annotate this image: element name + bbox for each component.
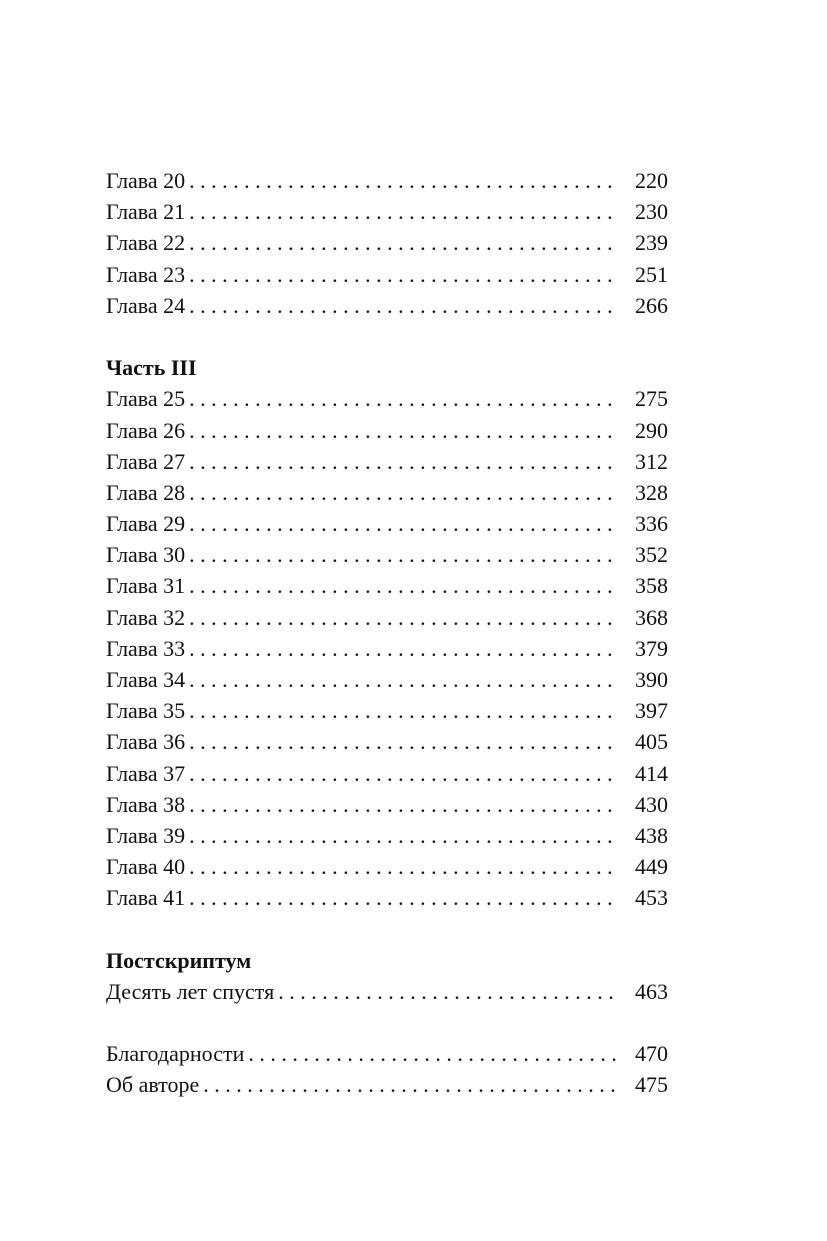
toc-entry[interactable]	[106, 664, 668, 695]
dot-leader	[189, 789, 616, 820]
dot-leader	[189, 758, 616, 789]
toc-entry-page: 358	[635, 573, 668, 599]
toc-entry[interactable]	[106, 976, 668, 1007]
toc-entry-label: Глава 32	[106, 604, 186, 630]
postscript-heading: Постскриптум	[106, 947, 252, 973]
toc-entry[interactable]	[106, 383, 668, 414]
toc-entry-page: 336	[635, 511, 668, 537]
toc-entry-label: Десять лет спустя	[106, 978, 275, 1004]
toc-entry-page: 328	[635, 479, 668, 505]
toc-entry[interactable]	[106, 789, 668, 820]
toc-entry[interactable]	[106, 758, 668, 789]
dot-leader	[189, 851, 616, 882]
toc-entry-page: 390	[635, 667, 668, 692]
toc-entry-label: Глава 30	[106, 542, 186, 568]
section-spacer	[106, 321, 668, 352]
toc-entry[interactable]	[106, 602, 668, 633]
toc-entry-label: Благодарности	[106, 1041, 245, 1067]
dot-leader	[203, 1069, 616, 1100]
toc-entry-page: 475	[635, 1072, 668, 1098]
toc-entry-page: 368	[635, 604, 668, 630]
dot-leader	[248, 1038, 616, 1069]
toc-entry[interactable]	[106, 851, 668, 882]
toc-entry-label: Глава 35	[106, 698, 186, 724]
toc-entry-page: 290	[635, 417, 668, 443]
dot-leader	[189, 259, 616, 290]
toc-entry-page: 397	[635, 698, 668, 724]
toc-entry-label: Глава 38	[106, 791, 186, 817]
toc-entry[interactable]	[106, 446, 668, 477]
toc-entry[interactable]	[106, 508, 668, 539]
dot-leader	[189, 633, 616, 664]
toc-entry[interactable]	[106, 415, 668, 446]
toc-entry-page: 430	[635, 791, 668, 817]
dot-leader	[189, 415, 616, 446]
toc-entry-label: Глава 33	[106, 635, 186, 661]
dot-leader	[189, 196, 616, 227]
toc-entry-page: 405	[635, 729, 668, 755]
toc-entry-page: 463	[635, 978, 668, 1004]
dot-leader	[189, 165, 616, 196]
toc-entry-label: Глава 26	[106, 417, 186, 443]
toc-entry[interactable]	[106, 539, 668, 570]
toc-entry[interactable]	[106, 1038, 668, 1069]
dot-leader	[189, 508, 616, 539]
dot-leader	[189, 570, 616, 601]
toc-entry-page: 379	[635, 635, 668, 661]
toc-entry[interactable]	[106, 882, 668, 913]
dot-leader	[189, 446, 616, 477]
dot-leader	[189, 477, 616, 508]
toc-entry-label: Глава 21	[106, 199, 186, 225]
toc-entry-page: 251	[635, 261, 668, 287]
toc-entry-page: 312	[635, 448, 668, 474]
toc-entry-label: Глава 22	[106, 230, 186, 256]
toc-entry[interactable]	[106, 227, 668, 258]
toc-entry-page: 453	[635, 885, 668, 911]
toc-entry-page: 239	[635, 230, 668, 256]
section-spacer	[106, 914, 668, 945]
dot-leader	[189, 539, 616, 570]
dot-leader	[189, 664, 616, 695]
toc-entry-label: Глава 34	[106, 667, 186, 692]
toc-entry-label: Глава 36	[106, 729, 186, 755]
toc-entry-label: Глава 41	[106, 885, 186, 911]
toc-entry-page: 352	[635, 542, 668, 568]
toc-entry-page: 230	[635, 199, 668, 225]
toc-entry-page: 220	[635, 168, 668, 193]
toc-entry-page: 266	[635, 292, 668, 318]
part-heading: Часть III	[106, 355, 197, 381]
dot-leader	[189, 882, 616, 913]
toc-entry[interactable]	[106, 259, 668, 290]
toc-entry-label: Глава 37	[106, 760, 186, 786]
dot-leader	[189, 383, 616, 414]
toc-entry-page: 449	[635, 854, 668, 880]
dot-leader	[189, 602, 616, 633]
dot-leader	[189, 227, 616, 258]
dot-leader	[278, 976, 616, 1007]
toc-entry-label: Глава 25	[106, 386, 186, 412]
dot-leader	[189, 290, 616, 321]
toc-entry-label: Глава 27	[106, 448, 186, 474]
toc-entry-label: Глава 20	[106, 168, 186, 193]
toc-entry[interactable]	[106, 570, 668, 601]
dot-leader	[189, 695, 616, 726]
toc-entry[interactable]	[106, 633, 668, 664]
toc-entry-label: Об авторе	[106, 1072, 200, 1098]
toc-entry[interactable]	[106, 477, 668, 508]
toc-entry[interactable]	[106, 820, 668, 851]
toc-entry-label: Глава 39	[106, 822, 186, 848]
toc-entry[interactable]	[106, 695, 668, 726]
table-of-contents	[106, 165, 668, 1101]
toc-entry-label: Глава 23	[106, 261, 186, 287]
toc-entry[interactable]	[106, 290, 668, 321]
section-spacer	[106, 1007, 668, 1038]
toc-entry-page: 275	[635, 386, 668, 412]
toc-entry[interactable]	[106, 726, 668, 757]
toc-entry[interactable]	[106, 196, 668, 227]
dot-leader	[189, 820, 616, 851]
toc-entry-page: 414	[635, 760, 668, 786]
dot-leader	[189, 726, 616, 757]
toc-entry[interactable]	[106, 165, 668, 196]
toc-entry-label: Глава 29	[106, 511, 186, 537]
toc-entry-label: Глава 28	[106, 479, 186, 505]
toc-entry-label: Глава 40	[106, 854, 186, 880]
toc-entry-page: 438	[635, 822, 668, 848]
toc-entry-label: Глава 31	[106, 573, 186, 599]
toc-entry-label: Глава 24	[106, 292, 186, 318]
toc-entry[interactable]	[106, 1069, 668, 1100]
toc-entry-page: 470	[635, 1041, 668, 1067]
